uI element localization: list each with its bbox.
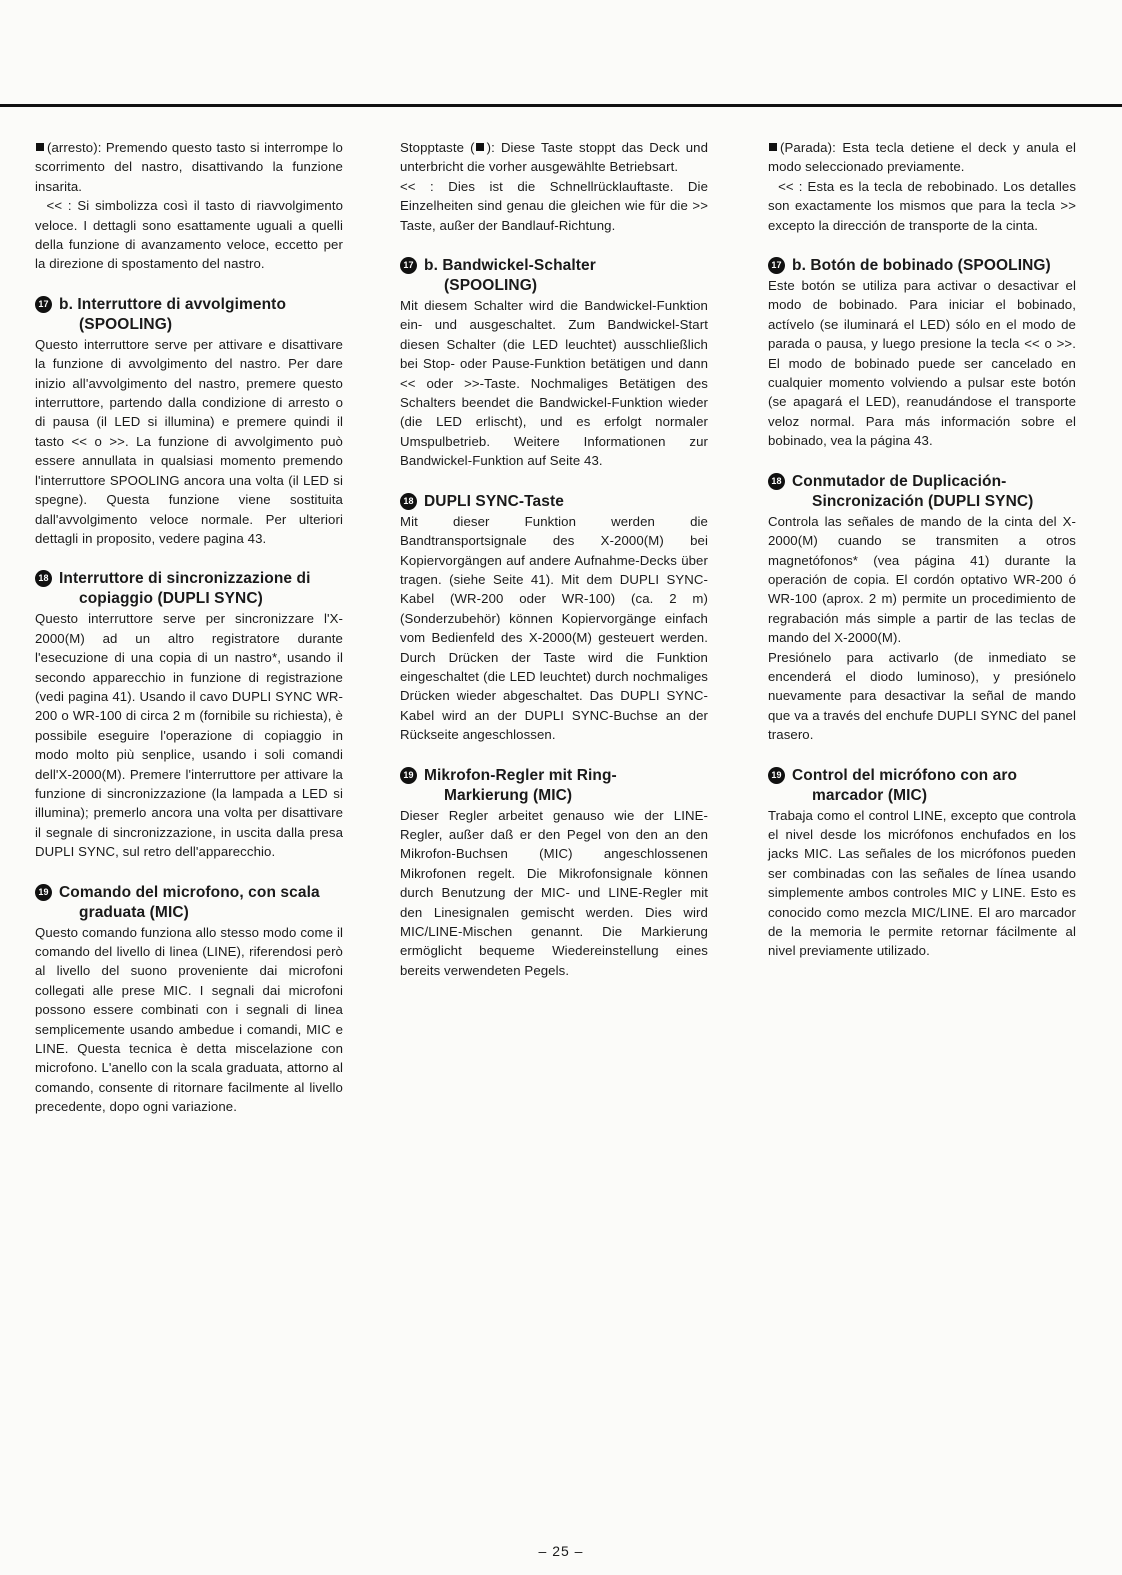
section-heading: 18 Interruttore di sincronizzazione di copiaggio (DUPLI SYNC)	[35, 569, 343, 609]
section-heading: 17 b. Interruttore di avvolgimento (SPOOLING)	[35, 295, 343, 335]
section-body: Mit diesem Schalter wird die Bandwickel-Funktion ein- und ausgeschaltet. Zum Bandwickel-Start diesen Schalter (die LED leuchtet) ausschließlich bei Stop- oder Pause-Funktion betätigen und dann << oder >>-Taste. Nochmaliges Betätigen des Schalters beendet die Bandwickel-Funktion wieder (die LED erlischt), und es erfolgt normaler Umspulbetrieb. Weitere Informationen zur Bandwickel-Funktion auf Seite 43.	[400, 298, 708, 469]
section-body: Questo interruttore serve per sincronizzare l'X-2000(M) ad un altro registratore durante l'esecuzione di una copia di un nastro*, usando il secondo apparecchio in funzione di registrazione (vedi pagina 41). Usando il cavo DUPLI SYNC WR-200 o WR-100 di circa 2 m (fornibile su richiesta), è possibile eseguire l'operazione di copiaggio in modo molto più senplice, usando i soli comandi dell'X-2000(M). Premere l'interruttore per attivare la funzione di sincronizzazione (la lampada a LED si illumina); premerlo ancora una volta per disattivare il segnale di sincronizzazione, in uscita dalla presa DUPLI SYNC, sul retro dell'apparecchio.	[35, 611, 343, 860]
header-rule	[0, 104, 1122, 107]
number-badge-icon: 19	[35, 884, 52, 901]
spanish-column	[768, 138, 1076, 961]
italian-column	[35, 138, 343, 1117]
german-section-dupli-sync	[400, 492, 708, 745]
german-column	[400, 138, 708, 980]
number-badge-icon: 18	[768, 473, 785, 490]
section-heading: 19 Mikrofon-Regler mit Ring- Markierung (MIC)	[400, 766, 708, 806]
italian-section-spooling	[35, 295, 343, 548]
section-heading: 17 b. Bandwickel-Schalter (SPOOLING)	[400, 256, 708, 296]
italian-section-dupli-sync	[35, 569, 343, 861]
stop-square-icon	[36, 143, 44, 151]
italian-rewind-paragraph: << : Si simbolizza così il tasto di riavvolgimento veloce. I dettagli sono esattamente uguali a quelli della funzione di avanzamento veloce, eccetto per la direzione di spostamento del nastro.	[35, 198, 344, 272]
spanish-section-mic	[768, 766, 1076, 961]
section-body: Mit dieser Funktion werden die Bandtransportsignale des X-2000(M) bei Kopiervorgängen auf andere Aufnahme-Decks über tragen. (siehe Seite 41). Mit dem DUPLI SYNC-Kabel (WR-200 oder WR-100) (ca. 2 m) (Sonderzubehör) können Kopiervorgänge einfach vom Bedienfeld des X-2000(M) gesteuert werden. Durch Drücken der Taste wird die Funktion eingeschaltet (die LED leuchtet) durch nochmaliges Drücken wieder abgeschaltet. Das DUPLI SYNC-Kabel wird an der DUPLI SYNC-Buchse an der Rückseite angeschlossen.	[400, 513, 708, 743]
number-badge-icon: 18	[35, 570, 52, 587]
number-badge-icon: 17	[400, 257, 417, 274]
page-number: – 25 –	[538, 1543, 584, 1559]
spanish-stop-paragraph: (Parada): Esta tecla detiene el deck y anula el modo seleccionado previamente.	[768, 140, 1076, 175]
german-section-spooling	[400, 256, 708, 471]
spanish-rewind-paragraph: << : Esta es la tecla de rebobinado. Los detalles son exactamente los mismos que para la tecla >> excepto la dirección de transporte de la cinta.	[768, 178, 1077, 233]
number-badge-icon: 18	[400, 493, 417, 510]
section-body-continued: Presiónelo para activarlo (de inmediato se encenderá el diodo luminoso), y presiónelo nuevamente para desactivar la señal de mando que va a través del enchufe DUPLI SYNC del panel trasero.	[768, 649, 1076, 743]
number-badge-icon: 19	[400, 767, 417, 784]
german-stop-paragraph: Stopptaste ( ): Diese Taste stoppt das Deck und unterbricht die vorher ausgewählte Betriebsart.	[400, 140, 709, 175]
section-heading: 19 Control del micrófono con aro marcador (MIC)	[768, 766, 1076, 806]
section-body: Questo interruttore serve per attivare e disattivare la funzione di avvolgimento del nastro. Per dare inizio all'avvolgimento del nastro, premere questo interruttore, partendo dalla condizione di arresto o di pausa (il LED si illumina) e premere quindi il tasto << o >>. La funzione di avvolgimento può essere annullata in qualsiasi momento premendo l'interruttore SPOOLING ancora una volta (il LED si spegne). Questa funzione viene sostituita dall'avvolgimento veloce normale. Per ulteriori dettagli in proposito, vedere pagina 43.	[35, 336, 343, 546]
stop-square-icon	[476, 143, 484, 151]
section-body: Trabaja como el control LINE, excepto que controla el nivel desde los micrófonos enchufados en los jacks MIC. Las señales de los micrófonos pueden ser combinadas con las señales de línea usando simplemente ambos controles MIC y LINE. Esto es conocido como mezcla MIC/LINE. El aro marcador de la memoria le permite retornar fácilmente al nivel previamente utilizado.	[768, 807, 1076, 959]
section-heading: 18 DUPLI SYNC-Taste	[400, 492, 708, 512]
section-body: Este botón se utiliza para activar o desactivar el modo de bobinado. Para iniciar el bobinado, actívelo (se iluminará el LED) sólo en el modo de parada o pausa, y luego presione la tecla << o >>. El modo de bobinado puede ser cancelado en cualquier momento volviendo a pulsar este botón (se apagará el LED), reanudándose el transporte veloz normal. Para más información sobre el bobinado, vea la página 43.	[768, 278, 1076, 449]
number-badge-icon: 19	[768, 767, 785, 784]
german-section-mic	[400, 766, 708, 981]
stop-square-icon	[769, 143, 777, 151]
spanish-section-dupli-sync	[768, 472, 1076, 745]
section-heading: 19 Comando del microfono, con scala graduata (MIC)	[35, 883, 343, 923]
section-body: Questo comando funziona allo stesso modo come il comando del livello di linea (LINE), riferendosi però al livello del suono proveniente dai microfoni collegati alle prese MIC. I segnali dai microfoni possono essere combinati con i segnali di linea semplicemente usando ambedue i comandi, MIC e LINE. Questa tecnica è detta miscelazione con microfono. L'anello con la scala graduata, attorno al comando, consente di ritornare facilmente al livello precedente, dopo ogni variazione.	[35, 924, 343, 1115]
section-heading: 17 b. Botón de bobinado (SPOOLING)	[768, 256, 1076, 276]
italian-stop-paragraph: (arresto): Premendo questo tasto si interrompe lo scorrimento del nastro, disattivando la funzione insarita.	[35, 140, 343, 194]
section-body: Dieser Regler arbeitet genauso wie der LINE-Regler, außer daß er den Pegel von den an den Mikrofon-Buchsen (MIC) angeschlossenen Mikrofonen regelt. Die Mikrofonsignale können durch Benutzung der MIC- und LINE-Regler mit den Linesignalen gemischt werden. Dies wird MIC/LINE-Mischen genannt. Die Markierung ermöglicht bequeme Wiedereinstellung eines bereits verwendeten Pegels.	[400, 807, 708, 978]
number-badge-icon: 17	[35, 296, 52, 313]
german-rewind-paragraph: << : Dies ist die Schnellrücklauftaste. Die Einzelheiten sind genau die gleichen wie für die >> Taste, außer der Bandlauf-Richtung.	[400, 178, 709, 233]
italian-section-mic	[35, 883, 343, 1117]
section-body: Controla las señales de mando de la cinta del X-2000(M) cuando se transmiten a otros magnetófonos* (vea página 41) durante la operación de copia. El cordón optativo WR-200 ó WR-100 (aprox. 2 m) permite un procedimiento de regrabación más simple a partir de las teclas de mando del X-2000(M).	[768, 513, 1076, 646]
spanish-section-spooling	[768, 256, 1076, 451]
number-badge-icon: 17	[768, 257, 785, 274]
section-heading: 18 Conmutador de Duplicación- Sincronización (DUPLI SYNC)	[768, 472, 1076, 512]
